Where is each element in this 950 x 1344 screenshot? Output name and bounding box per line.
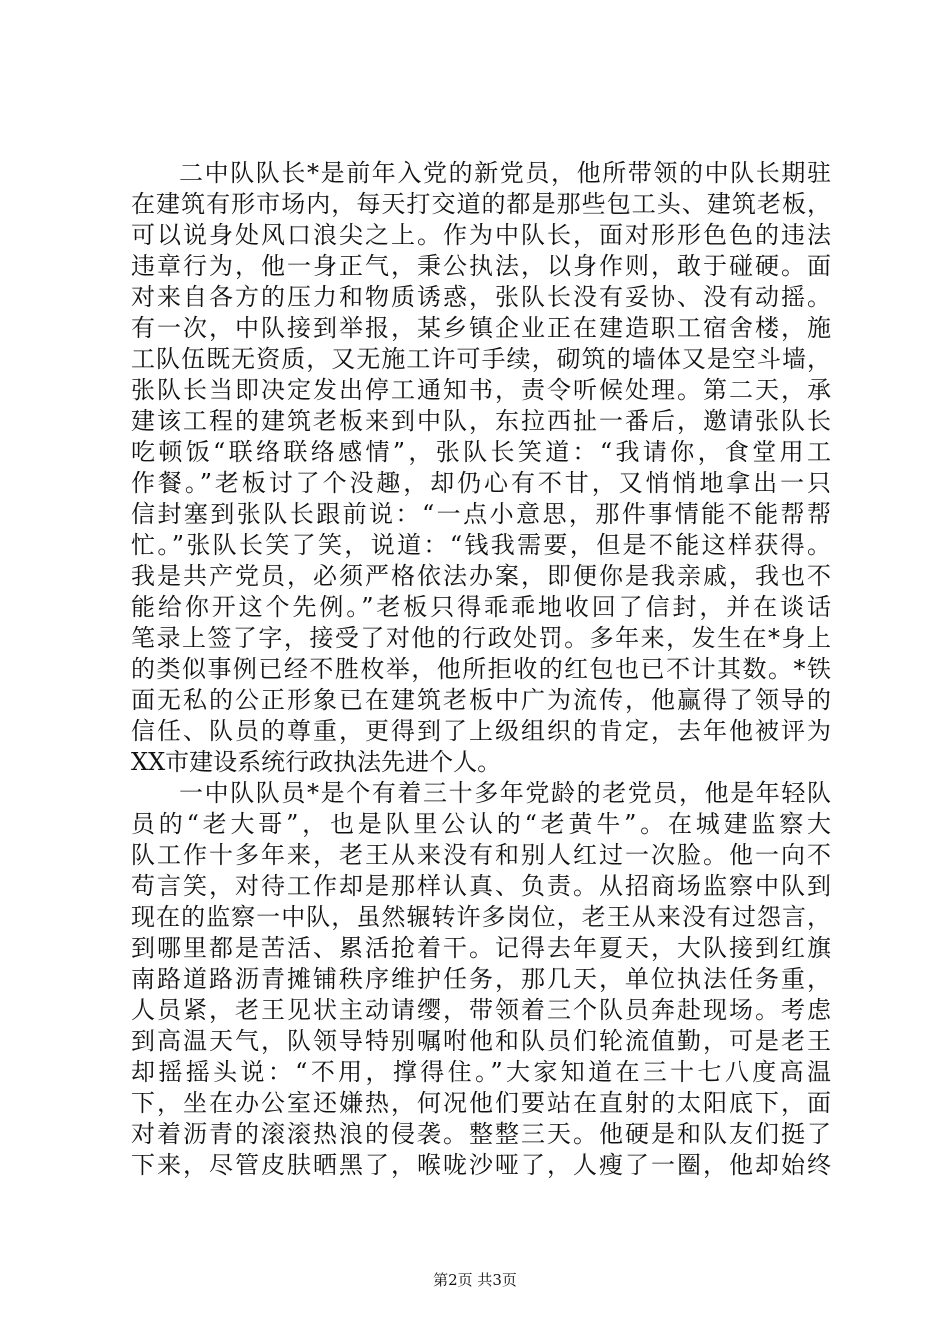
text-line: 却摇摇头说：“不用，撑得住。”大家知道在三十七八度高温 [131, 1058, 831, 1086]
text-line: 下，坐在办公室还嫌热，何况他们要站在直射的太阳底下，面 [131, 1089, 831, 1117]
text-line: 面无私的公正形象已在建筑老板中广为流传，他赢得了领导的 [131, 686, 831, 714]
text-line: 苟言笑，对待工作却是那样认真、负责。从招商场监察中队到 [131, 872, 831, 900]
text-line: 有一次，中队接到举报，某乡镇企业正在建造职工宿舍楼，施 [131, 314, 831, 342]
paragraph-2 [131, 778, 831, 1181]
page-number: 第2页 共3页 [433, 1271, 517, 1289]
text-line: 到哪里都是苦活、累活抢着干。记得去年夏天，大队接到红旗 [131, 934, 831, 962]
text-line: 南路道路沥青摊铺秩序维护任务，那几天，单位执法任务重， [131, 965, 831, 993]
text-line: 信封塞到张队长跟前说：“一点小意思，那件事情能不能帮帮 [131, 500, 831, 528]
text-line: XX市建设系统行政执法先进个人。 [131, 748, 502, 776]
text-line: 张队长当即决定发出停工通知书，责令听候处理。第二天，承 [131, 376, 831, 404]
text-line: 二中队队长*是前年入党的新党员，他所带领的中队长期驻 [179, 159, 831, 187]
text-line: 现在的监察一中队，虽然辗转许多岗位，老王从来没有过怨言， [131, 903, 831, 931]
paragraph-1 [131, 158, 831, 778]
text-line: 对着沥青的滚滚热浪的侵袭。整整三天。他硬是和队友们挺了 [131, 1120, 831, 1148]
text-line: 我是共产党员，必须严格依法办案，即便你是我亲戚，我也不 [131, 562, 831, 590]
text-line: 在建筑有形市场内，每天打交道的都是那些包工头、建筑老板， [131, 190, 831, 218]
body-text [131, 158, 831, 1181]
text-line: 的类似事例已经不胜枚举，他所拒收的红包也已不计其数。*铁 [131, 655, 831, 683]
text-line: 建该工程的建筑老板来到中队，东拉西扯一番后，邀请张队长 [131, 407, 831, 435]
text-line: 对来自各方的压力和物质诱惑，张队长没有妥协、没有动摇。 [131, 283, 831, 311]
text-line: 能给你开这个先例。”老板只得乖乖地收回了信封，并在谈话 [131, 593, 831, 621]
text-line: 工队伍既无资质，又无施工许可手续，砌筑的墙体又是空斗墙， [131, 345, 831, 373]
text-line: 下来，尽管皮肤晒黑了，喉咙沙哑了，人瘦了一圈，他却始终 [131, 1151, 831, 1179]
text-line: 人员紧，老王见状主动请缨，带领着三个队员奔赴现场。考虑 [131, 996, 831, 1024]
text-line: 一中队队员*是个有着三十多年党龄的老党员，他是年轻队 [179, 779, 831, 807]
text-line: 信任、队员的尊重，更得到了上级组织的肯定，去年他被评为 [131, 717, 831, 745]
text-line: 违章行为，他一身正气，秉公执法，以身作则，敢于碰硬。面 [131, 252, 831, 280]
text-line: 笔录上签了字，接受了对他的行政处罚。多年来，发生在*身上 [131, 624, 831, 652]
text-line: 队工作十多年来，老王从来没有和别人红过一次脸。他一向不 [131, 841, 831, 869]
text-line: 吃顿饭“联络联络感情”，张队长笑道：“我请你，食堂用工 [131, 438, 831, 466]
text-line: 忙。”张队长笑了笑，说道：“钱我需要，但是不能这样获得。 [131, 531, 831, 559]
text-line: 到高温天气，队领导特别嘱咐他和队员们轮流值勤，可是老王 [131, 1027, 831, 1055]
text-line: 可以说身处风口浪尖之上。作为中队长，面对形形色色的违法 [131, 221, 831, 249]
text-line: 作餐。”老板讨了个没趣，却仍心有不甘，又悄悄地拿出一只 [131, 469, 831, 497]
text-line: 员的“老大哥”，也是队里公认的“老黄牛”。在城建监察大 [131, 810, 831, 838]
